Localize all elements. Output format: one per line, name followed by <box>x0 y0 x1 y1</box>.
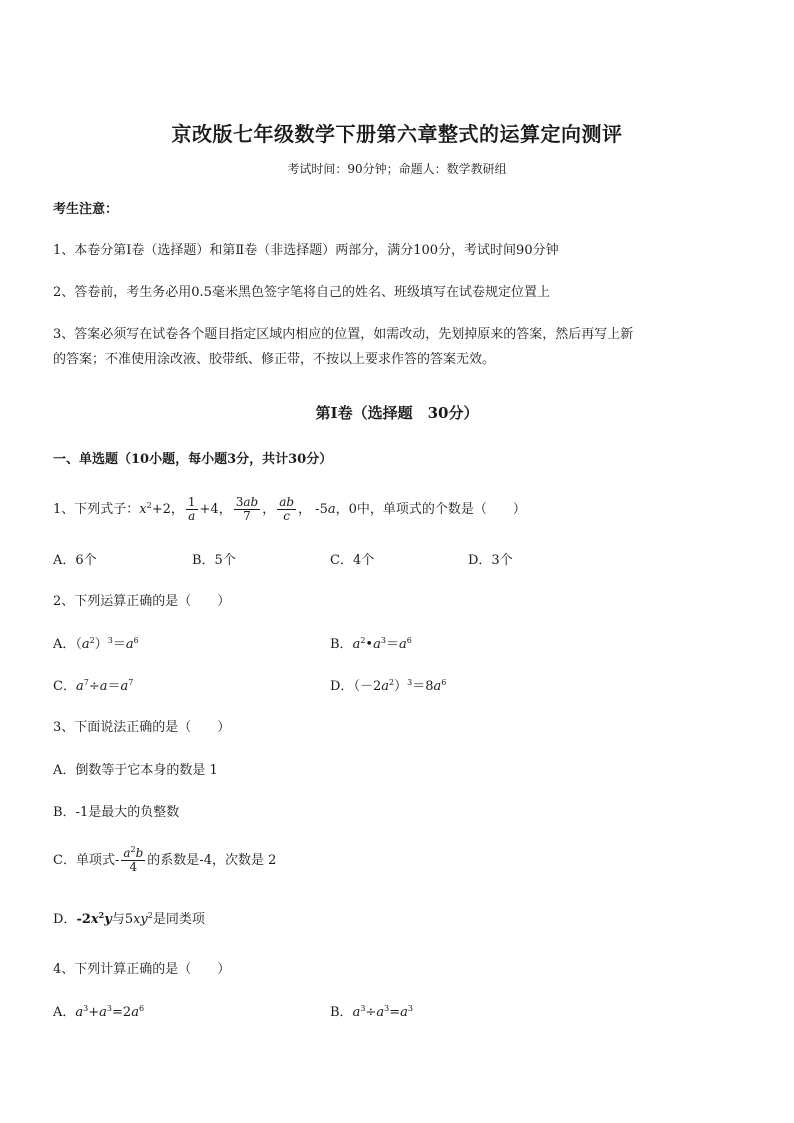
math-expr: $a^3\div a^3=a^3$ <box>352 1004 413 1020</box>
option-label: A． <box>53 637 76 652</box>
question-2-stem: 2、下列运算正确的是（ ） <box>53 594 231 609</box>
q2-option-d[interactable] <box>330 679 446 695</box>
q1-option-c[interactable]: C．4个 <box>330 553 375 568</box>
notice-item-1: 1、本卷分第Ⅰ卷（选择题）和第Ⅱ卷（非选择题）两部分，满分100分，考试时间90分钟 <box>53 243 559 258</box>
math-expr: $(a^2)^3=a^6$ <box>75 636 139 652</box>
part-heading: 一、单选题（10小题，每小题3分，共计30分） <box>53 452 333 467</box>
q3-option-c[interactable] <box>53 846 276 876</box>
notice-item-3-line-2: 的答案；不准使用涂改液、胶带纸、修正带，不按以上要求作答的答案无效。 <box>53 352 496 367</box>
exam-subtitle: 考试时间：90分钟；命题人：数学教研组 <box>287 162 507 176</box>
q2-option-c[interactable] <box>53 679 133 695</box>
option-text: 的系数是-4，次数是 2 <box>147 853 277 868</box>
question-1 <box>53 496 526 524</box>
q3-option-a[interactable]: A．倒数等于它本身的数是 1 <box>53 763 218 778</box>
math-expr: $-2x^2y$ <box>76 910 112 927</box>
q2-option-a[interactable] <box>53 637 139 653</box>
math-expr: $(-2a^2)^3=8a^6$ <box>353 678 447 694</box>
q3-option-d[interactable] <box>53 912 205 928</box>
q1-option-b[interactable]: B．5个 <box>192 553 236 568</box>
math-expr: - $\frac{a^2b}{4}$ <box>114 845 144 874</box>
option-label: D． <box>53 912 77 927</box>
notice-heading: 考生注意： <box>53 202 119 217</box>
q1-option-a[interactable]: A．6个 <box>53 553 97 568</box>
math-expr: $5xy^2$ <box>124 911 153 927</box>
q4-option-a[interactable] <box>53 1005 144 1021</box>
page-title: 京改版七年级数学下册第六章整式的运算定向测评 <box>171 122 623 146</box>
math-expr: $a^3+a^3=2a^6$ <box>75 1004 145 1020</box>
option-text: 与 <box>111 912 125 927</box>
notice-item-3-line-1: 3、答案必须写在试卷各个题目指定区域内相应的位置，如需改动，先划掉原来的答案，然后再写上新 <box>53 327 634 342</box>
q2-option-b[interactable] <box>330 637 412 653</box>
option-label: D． <box>330 679 354 694</box>
math-expr: $a^7\div a=a^7$ <box>75 678 134 694</box>
option-label: B． <box>330 1005 353 1020</box>
option-text: C．单项式 <box>53 853 115 868</box>
q1-option-d[interactable]: D．3个 <box>468 553 513 568</box>
q4-option-b[interactable] <box>330 1005 413 1021</box>
option-text: 是同类项 <box>152 912 205 927</box>
section-title: 第Ⅰ卷（选择题 30分） <box>315 404 479 422</box>
question-4-stem: 4、下列计算正确的是（ ） <box>53 962 231 977</box>
q3-option-b[interactable]: B．-1是最大的负整数 <box>53 805 180 820</box>
question-3-stem: 3、下面说法正确的是（ ） <box>53 720 231 735</box>
question-1-prefix: 1、下列式子： <box>53 502 140 517</box>
math-expr: $x^2+2$， $\frac{1}{a}$ +4， $\frac{3ab}{7}$ ， $\frac{ab}{c}$ ， -5a <box>139 495 336 523</box>
math-expr: $a^2•a^3=a^6$ <box>352 636 412 652</box>
question-1-suffix: ，0中，单项式的个数是（ ） <box>335 502 526 517</box>
option-label: C． <box>53 679 76 694</box>
notice-item-2: 2、答卷前，考生务必用0.5毫米黑色签字笔将自己的姓名、班级填写在试卷规定位置上 <box>53 285 550 300</box>
option-label: A． <box>53 1005 76 1020</box>
option-label: B． <box>330 637 353 652</box>
